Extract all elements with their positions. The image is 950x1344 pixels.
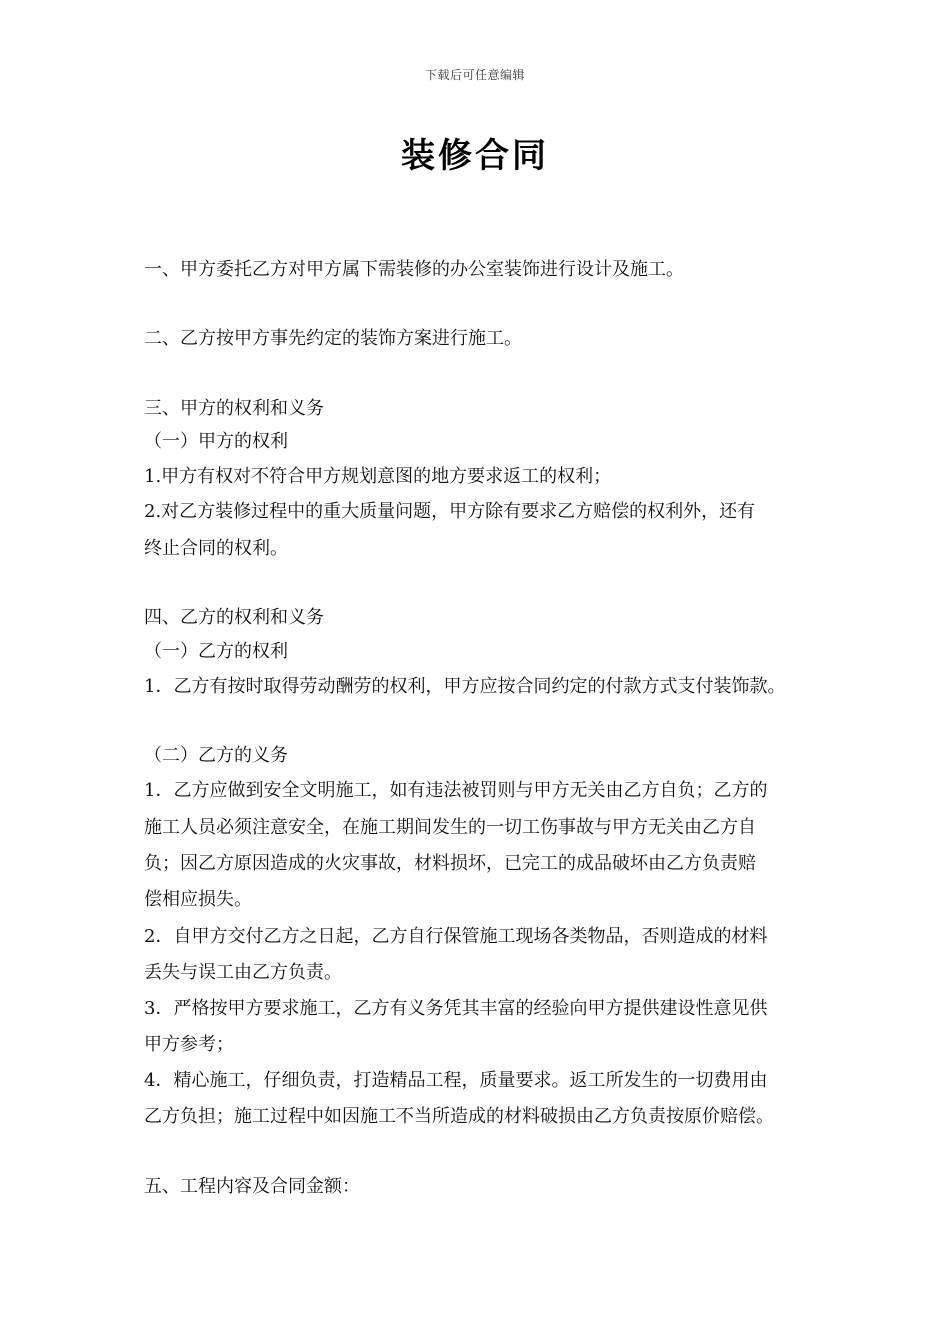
paragraph-line: 施工人员必须注意安全，在施工期间发生的一切工伤事故与甲方无关由乙方自	[144, 817, 756, 838]
subsection-4-2-heading: （二）乙方的义务	[144, 745, 288, 766]
clause-1: 一、甲方委托乙方对甲方属下需装修的办公室装饰进行设计及施工。	[144, 259, 684, 280]
paragraph-line: 负；因乙方原因造成的火灾事故，材料损坏，已完工的成品破坏由乙方负责赔	[144, 853, 756, 874]
document-title: 装修合同	[401, 136, 549, 176]
clause-2: 二、乙方按甲方事先约定的装饰方案进行施工。	[144, 328, 522, 349]
paragraph-line: 4．精心施工，仔细负责，打造精品工程，质量要求。返工所发生的一切费用由	[144, 1070, 768, 1091]
paragraph-line: 1．乙方应做到安全文明施工，如有违法被罚则与甲方无关由乙方自负；乙方的	[144, 780, 768, 801]
paragraph-line: 乙方负担；施工过程中如因施工不当所造成的材料破损由乙方负责按原价赔偿。	[144, 1106, 774, 1127]
subsection-4-1-heading: （一）乙方的权利	[144, 641, 288, 662]
paragraph-line: 甲方参考；	[144, 1034, 234, 1055]
paragraph-line: 2.对乙方装修过程中的重大质量问题，甲方除有要求乙方赔偿的权利外，还有	[144, 501, 756, 522]
paragraph-line: 2．自甲方交付乙方之日起，乙方自行保管施工现场各类物品，否则造成的材料	[144, 926, 768, 947]
section-4-heading: 四、乙方的权利和义务	[144, 607, 324, 628]
paragraph-line: 1．乙方有按时取得劳动酬劳的权利，甲方应按合同约定的付款方式支付装饰款。	[144, 676, 786, 697]
paragraph-line: 终止合同的权利。	[144, 538, 288, 559]
subsection-3-1-heading: （一）甲方的权利	[144, 431, 288, 452]
paragraph-line: 1.甲方有权对不符合甲方规划意图的地方要求返工的权利；	[144, 466, 612, 487]
paragraph-line: 偿相应损失。	[144, 889, 252, 910]
section-5-heading: 五、工程内容及合同金额：	[144, 1176, 360, 1197]
paragraph-line: 3．严格按甲方要求施工，乙方有义务凭其丰富的经验向甲方提供建设性意见供	[144, 998, 768, 1019]
paragraph-line: 丢失与误工由乙方负责。	[144, 962, 342, 983]
header-note: 下载后可任意编辑	[424, 68, 525, 82]
section-3-heading: 三、甲方的权利和义务	[144, 398, 324, 419]
